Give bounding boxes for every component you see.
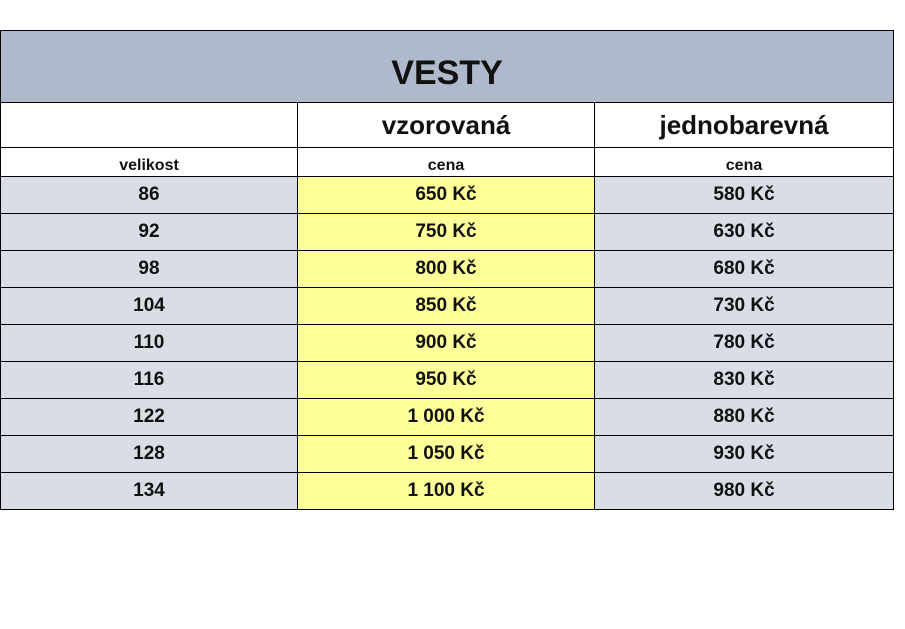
size-cell: 128 xyxy=(1,436,298,473)
patterned-price-cell: 950 Kč xyxy=(298,362,595,399)
patterned-price-cell: 800 Kč xyxy=(298,251,595,288)
patterned-price-cell: 900 Kč xyxy=(298,325,595,362)
table-title: VESTY xyxy=(1,31,894,103)
patterned-price-cell: 850 Kč xyxy=(298,288,595,325)
table-row xyxy=(1,473,894,510)
table-row xyxy=(1,436,894,473)
plain-price-cell: 980 Kč xyxy=(595,473,894,510)
table-row xyxy=(1,251,894,288)
size-cell: 92 xyxy=(1,214,298,251)
subheader-plain-price: cena xyxy=(595,148,894,177)
size-cell: 98 xyxy=(1,251,298,288)
size-cell: 86 xyxy=(1,177,298,214)
price-table xyxy=(0,30,894,510)
subheader-size: velikost xyxy=(1,148,298,177)
title-row xyxy=(1,31,894,103)
plain-price-cell: 680 Kč xyxy=(595,251,894,288)
plain-price-cell: 780 Kč xyxy=(595,325,894,362)
size-cell: 110 xyxy=(1,325,298,362)
size-cell: 104 xyxy=(1,288,298,325)
patterned-price-cell: 1 050 Kč xyxy=(298,436,595,473)
subheader-patterned-price: cena xyxy=(298,148,595,177)
size-cell: 122 xyxy=(1,399,298,436)
table-row xyxy=(1,325,894,362)
plain-price-cell: 730 Kč xyxy=(595,288,894,325)
size-cell: 134 xyxy=(1,473,298,510)
table-row xyxy=(1,362,894,399)
column-header-size xyxy=(1,103,298,148)
patterned-price-cell: 650 Kč xyxy=(298,177,595,214)
size-cell: 116 xyxy=(1,362,298,399)
subheader-row xyxy=(1,148,894,177)
table-row xyxy=(1,399,894,436)
plain-price-cell: 830 Kč xyxy=(595,362,894,399)
patterned-price-cell: 750 Kč xyxy=(298,214,595,251)
plain-price-cell: 930 Kč xyxy=(595,436,894,473)
plain-price-cell: 580 Kč xyxy=(595,177,894,214)
table-row xyxy=(1,288,894,325)
price-table-body xyxy=(1,31,894,510)
table-row xyxy=(1,214,894,251)
patterned-price-cell: 1 100 Kč xyxy=(298,473,595,510)
column-header-row xyxy=(1,103,894,148)
patterned-price-cell: 1 000 Kč xyxy=(298,399,595,436)
table-row xyxy=(1,177,894,214)
column-header-plain: jednobarevná xyxy=(595,103,894,148)
plain-price-cell: 880 Kč xyxy=(595,399,894,436)
plain-price-cell: 630 Kč xyxy=(595,214,894,251)
column-header-patterned: vzorovaná xyxy=(298,103,595,148)
